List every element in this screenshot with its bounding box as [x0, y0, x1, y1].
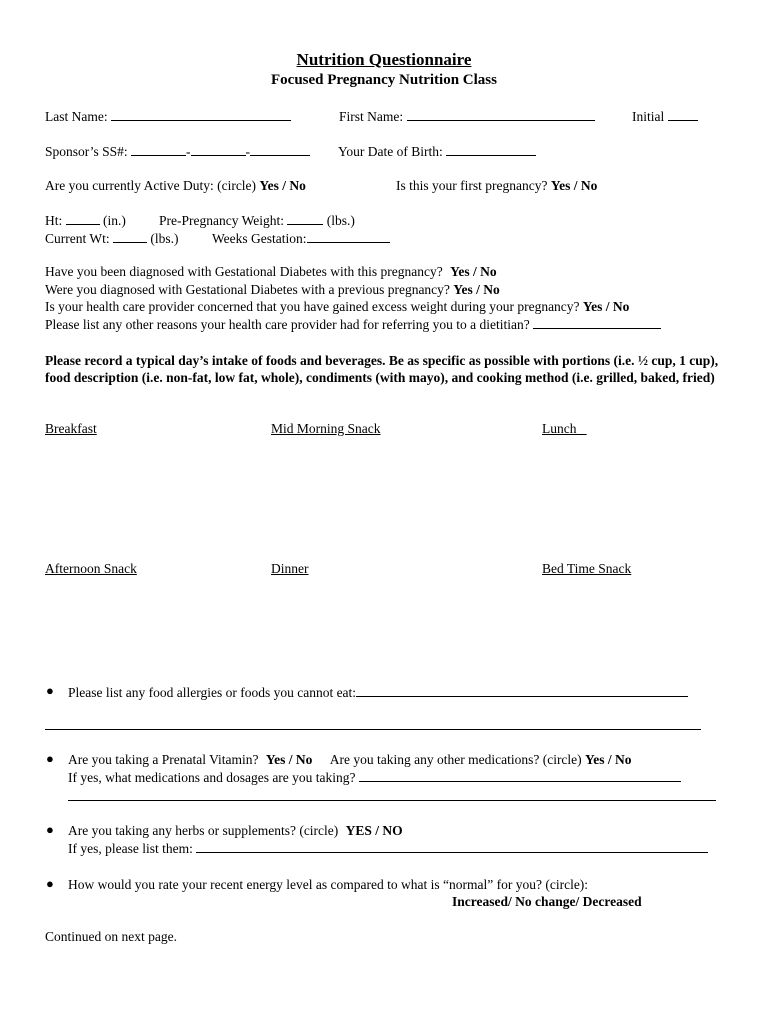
height-line[interactable] [66, 212, 100, 225]
meal-afternoon-snack: Afternoon Snack [45, 561, 137, 576]
herbs-line[interactable] [196, 840, 708, 853]
last-name-line[interactable] [111, 108, 291, 121]
current-weight-field[interactable] [45, 230, 179, 247]
other-reasons-line[interactable] [533, 316, 661, 329]
allergies-line-2[interactable] [45, 729, 701, 730]
first-pregnancy-question [396, 178, 597, 194]
gd-previous-question [45, 282, 500, 298]
herbs-yes-no[interactable]: YES / NO [345, 823, 403, 838]
meal-breakfast: Breakfast [45, 421, 97, 436]
weeks-gestation-line[interactable] [307, 230, 390, 243]
height-unit: (in.) [103, 213, 126, 228]
ss-part-2[interactable] [191, 143, 246, 156]
current-weight-line[interactable] [113, 230, 147, 243]
pre-weight-label: Pre-Pregnancy Weight: [159, 213, 285, 228]
other-meds-yes-no[interactable]: Yes / No [585, 752, 632, 767]
form-subtitle: Focused Pregnancy Nutrition Class [271, 72, 497, 88]
bullet-icon: ● [46, 683, 54, 698]
gd-current-yes-no[interactable]: Yes / No [450, 264, 497, 279]
herbs-label: Are you taking any herbs or supplements? (circle) [68, 823, 339, 838]
herbs-if-yes-label: If yes, please list them: [68, 841, 193, 856]
dob-field[interactable] [338, 143, 536, 160]
other-meds-label: Are you taking any other medications? (circle) [329, 752, 582, 767]
gd-previous-yes-no[interactable]: Yes / No [453, 282, 500, 297]
weeks-gestation-field[interactable] [212, 230, 390, 247]
initial-field[interactable] [632, 108, 698, 125]
bullet-icon: ● [46, 876, 54, 891]
meds-line-2[interactable] [68, 800, 716, 801]
ss-part-1[interactable] [131, 143, 186, 156]
weeks-gestation-label: Weeks Gestation: [212, 231, 307, 246]
herbs-question [68, 823, 403, 839]
pre-weight-line[interactable] [287, 212, 323, 225]
first-pregnancy-yes-no[interactable]: Yes / No [550, 178, 598, 193]
meds-if-yes-label: If yes, what medications and dosages are you taking? [68, 770, 356, 785]
first-name-line[interactable] [407, 108, 595, 121]
sponsor-ss-label: Sponsor’s SS#: [45, 144, 128, 159]
meal-dinner: Dinner [271, 561, 309, 576]
active-duty-question [45, 178, 306, 194]
ss-part-3[interactable] [250, 143, 310, 156]
meal-lunch-label: Lunch [542, 421, 577, 436]
first-pregnancy-label: Is this your first pregnancy? [396, 178, 548, 193]
dob-line[interactable] [446, 143, 536, 156]
herbs-if-yes-field[interactable] [68, 840, 708, 857]
meal-mid-morning-snack: Mid Morning Snack [271, 421, 381, 436]
meal-bed-time-snack: Bed Time Snack [542, 561, 632, 576]
last-name-label: Last Name: [45, 109, 108, 124]
sponsor-ss-field[interactable]: Sponsor’s SS#: - - [45, 143, 310, 160]
dob-label: Your Date of Birth: [338, 144, 443, 159]
initial-label: Initial [632, 109, 665, 124]
form-title: Nutrition Questionnaire [296, 50, 472, 69]
gd-current-question [45, 264, 497, 280]
first-name-field[interactable] [339, 108, 595, 125]
pre-weight-unit: (lbs.) [326, 213, 355, 228]
current-weight-unit: (lbs.) [150, 231, 179, 246]
height-label: Ht: [45, 213, 63, 228]
height-field[interactable] [45, 212, 126, 229]
prenatal-label: Are you taking a Prenatal Vitamin? [68, 752, 259, 767]
bullet-icon: ● [46, 751, 54, 766]
excess-weight-yes-no[interactable]: Yes / No [582, 299, 630, 314]
active-duty-label: Are you currently Active Duty: (circle) [45, 178, 257, 193]
pre-weight-field[interactable] [159, 212, 355, 229]
allergies-line[interactable] [356, 684, 688, 697]
first-name-label: First Name: [339, 109, 404, 124]
other-reasons-label: Please list any other reasons your health care provider had for referring you to a dietitian? [45, 317, 530, 332]
gd-current-label: Have you been diagnosed with Gestational Diabetes with this pregnancy? [45, 264, 443, 279]
energy-options[interactable]: Increased/ No change/ Decreased [452, 894, 642, 909]
other-reasons-question[interactable] [45, 316, 661, 333]
energy-question: How would you rate your recent energy level as compared to what is “normal” for you? (circle): [68, 877, 589, 892]
bullet-icon: ● [46, 822, 54, 837]
meds-if-yes-field[interactable] [68, 769, 681, 786]
prenatal-yes-no[interactable]: Yes / No [265, 752, 313, 767]
meds-line[interactable] [359, 769, 681, 782]
excess-weight-question [45, 299, 629, 315]
initial-line[interactable] [668, 108, 698, 121]
active-duty-yes-no[interactable]: Yes / No [259, 178, 306, 193]
prenatal-question [68, 752, 632, 768]
meal-lunch [542, 421, 587, 437]
continued-note: Continued on next page. [45, 929, 177, 944]
last-name-field[interactable] [45, 108, 291, 125]
current-weight-label: Current Wt: [45, 231, 110, 246]
allergies-question[interactable] [68, 684, 688, 701]
excess-weight-label: Is your health care provider concerned that you have gained excess weight during your pregnancy? [45, 299, 580, 314]
food-intake-instructions: Please record a typical day’s intake of foods and beverages. Be as specific as possible with portions (i.e. ½ cup, 1 cup), food description (i.e. non-fat, low fat, whole), condiments (with mayo), and cooking method (i.e. grilled, baked, fried) [45, 353, 719, 385]
allergies-label: Please list any food allergies or foods you cannot eat: [68, 685, 357, 700]
gd-previous-label: Were you diagnosed with Gestational Diabetes with a previous pregnancy? [45, 282, 450, 297]
